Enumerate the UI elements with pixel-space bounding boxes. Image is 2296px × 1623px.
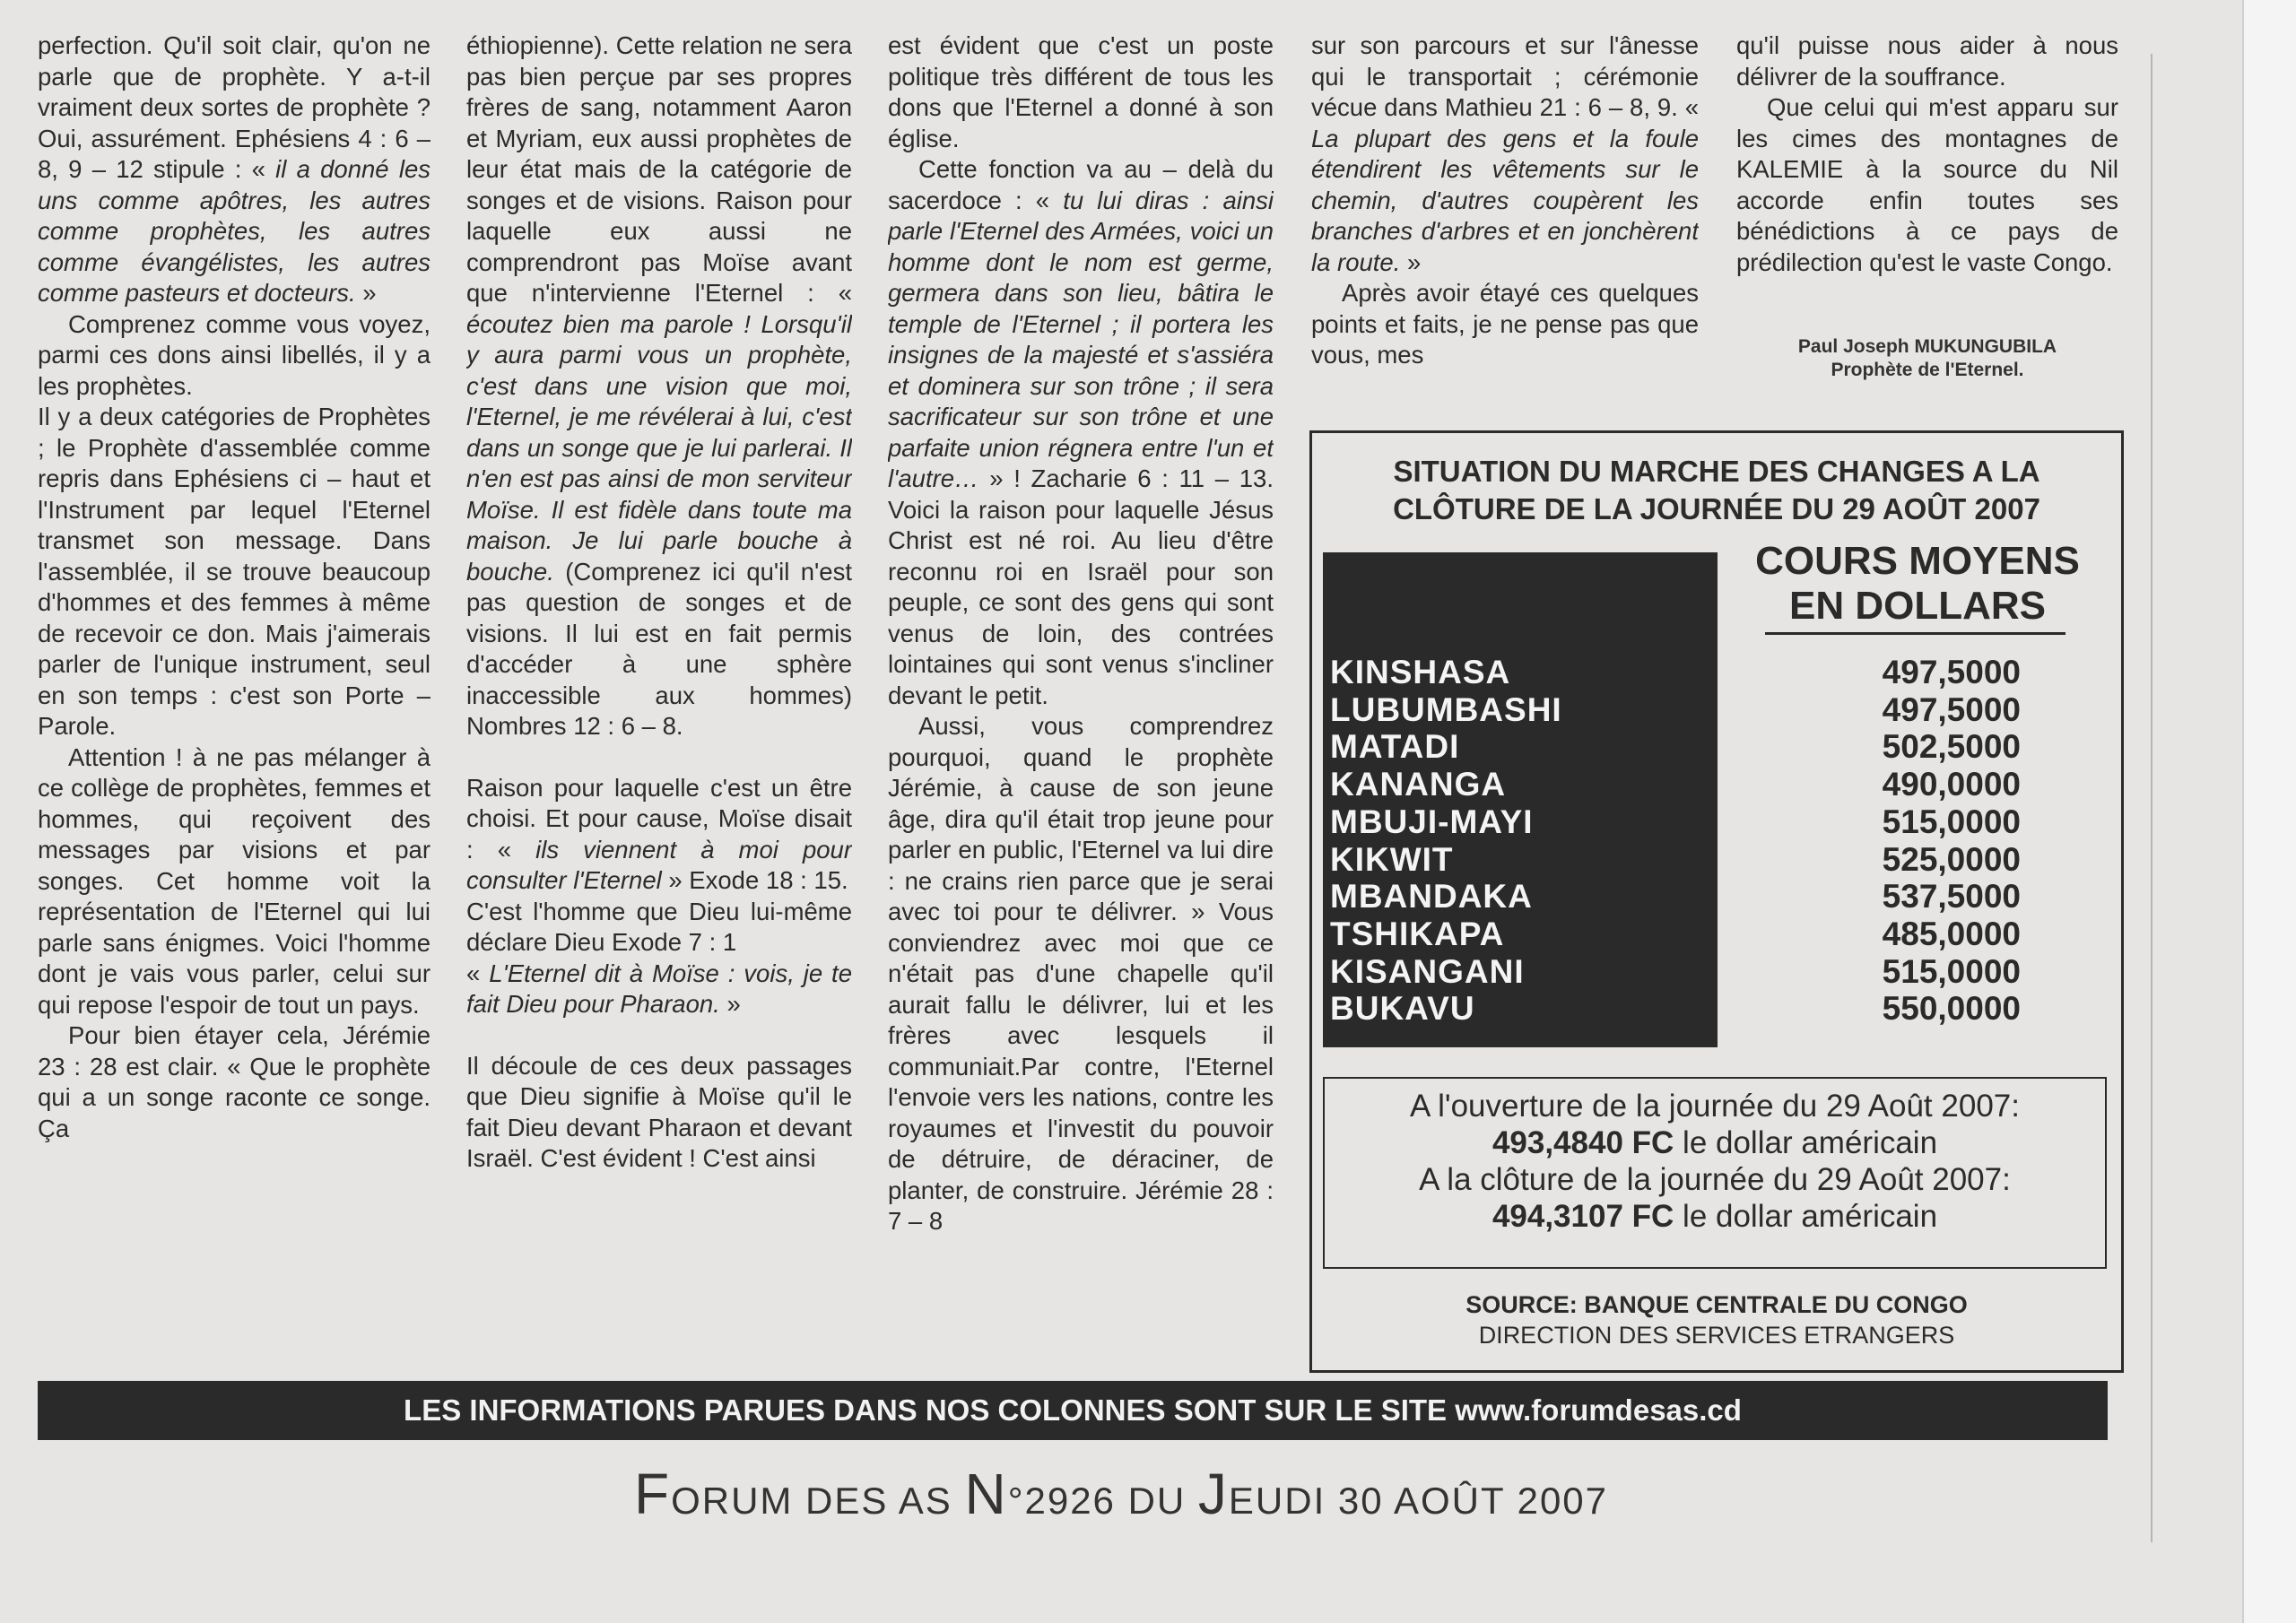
article-column-2: [466, 30, 852, 1376]
city-name: KIKWIT: [1330, 840, 1454, 878]
paragraph: Il découle de ces deux passages que Dieu signifie à Moïse qu'il le fait Dieu devant Pharaon et devant Israël. C'est évident ! C'est ainsi: [466, 1051, 852, 1172]
rate-value: 485,0000: [1882, 915, 2021, 952]
paragraph: Après avoir étayé ces quelques points et faits, je ne pense pas que vous, mes: [1311, 279, 1699, 369]
paragraph: Pour bien étayer cela, Jérémie 23 : 28 est clair. « Que le prophète qui a un songe raconte ce songe. Ça: [38, 1021, 430, 1142]
city-name: KANANGA: [1330, 766, 1507, 803]
rates-header: COURS MOYENS EN DOLLARS: [1755, 539, 2080, 628]
paragraph: Attention ! à ne pas mélanger à ce collège de prophètes, femmes et hommes, qui reçoivent des messages par visions et par songes. Cet homme voit la représentation de l'Eternel qui lui parle sans énigmes. Voici l'homme dont je vais vous parler, celui sur qui repose l'espoir de tout un pays.: [38, 742, 430, 1019]
article-signature: [1736, 335, 2118, 382]
closing-label: A la clôture de la journée du 29 Août 2007:: [1419, 1162, 2011, 1197]
city-name: BUKAVU: [1330, 990, 1475, 1028]
article-column-4: [1311, 30, 1699, 416]
paragraph: qu'il puisse nous aider à nous délivrer de la souffrance.: [1736, 31, 2118, 91]
rate-value: 525,0000: [1882, 840, 2021, 878]
author-title: Prophète de l'Eternel.: [1831, 360, 2024, 380]
exchange-rate-box: [1309, 430, 2124, 1373]
paper-edge: [2242, 0, 2296, 1623]
city-list: [1330, 654, 1716, 1028]
city-name: MATADI: [1330, 728, 1460, 766]
rate-value: 537,5000: [1882, 878, 2021, 916]
paragraph: C'est l'homme que Dieu lui-même déclare Dieu Exode 7 : 1: [466, 897, 852, 956]
city-name: MBUJI-MAYI: [1330, 803, 1534, 840]
city-name: MBANDAKA: [1330, 878, 1533, 916]
paragraph: éthiopienne). Cette relation ne sera pas bien perçue par ses propres frères de sang, notamment Aaron et Myriam, eux aussi prophètes de leur état mais de la catégorie de songes et de visions. Raison pour laquelle eux aussi ne comprendront pas Moïse avant que n'intervienne l'Eternel : « écoutez bien ma parole ! Lorsqu'il y aura parmi vous un prophète, c'est dans une vision que moi, l'Eternel, je me révélerai à lui, c'est dans un songe que je lui parlerai. Il n'en est pas ainsi de mon serviteur Moïse. Il est fidèle dans toute ma maison. Je lui parle bouche à bouche. (Comprenez ici qu'il n'est pas question de songes et de visions. Il lui est en fait permis d'accéder à une sphère inaccessible aux hommes) Nombres 12 : 6 – 8.: [466, 31, 852, 740]
article-column-1: [38, 30, 430, 1376]
paragraph: Aussi, vous comprendrez pourquoi, quand le prophète Jérémie, à cause de son jeune âge, dira qu'il était trop jeune pour parler en public, l'Eternel va lui dire : ne crains rien parce que je serai avec toi pour te délivrer. » Vous conviendrez avec moi que ce n'était pas d'une chapelle qu'il aurait fallu le délivrer, lui et les frères avec lesquels il communiait.Par contre, l'Eternel l'envoie vers les nations, contre les royaumes et l'investit du pouvoir de détruire, de déraciner, de planter, de construire. Jérémie 28 : 7 – 8: [888, 712, 1274, 1235]
paragraph: Comprenez comme vous voyez, parmi ces dons ainsi libellés, il y a les prophètes.: [38, 309, 430, 400]
rate-value: 515,0000: [1882, 803, 2021, 840]
city-name: LUBUMBASHI: [1330, 690, 1562, 728]
city-name: KINSHASA: [1330, 654, 1511, 690]
opening-rate-line: 493,4840 FC le dollar américain: [1492, 1125, 1938, 1160]
rate-value: 497,5000: [1882, 654, 2021, 690]
paragraph: est évident que c'est un poste politique très différent de tous les dons que l'Eternel a donné à son église.: [888, 31, 1274, 152]
paragraph: Raison pour laquelle c'est un être choisi. Et pour cause, Moïse disait : « ils viennent à moi pour consulter l'Eternel » Exode 18 : 15.: [466, 773, 852, 894]
paragraph: perfection. Qu'il soit clair, qu'on ne parle que de prophète. Y a-t-il vraiment deux sortes de prophète ? Oui, assurément. Ephésiens 4 : 6 – 8, 9 – 12 stipule : « il a donné les uns comme apôtres, les autres comme prophètes, les autres comme évangélistes, les autres comme pasteurs et docteurs. »: [38, 31, 430, 307]
opening-label: A l'ouverture de la journée du 29 Août 2007:: [1410, 1089, 2020, 1124]
city-name: TSHIKAPA: [1330, 915, 1505, 952]
city-name: KISANGANI: [1330, 952, 1525, 990]
article-column-3: [888, 30, 1274, 1376]
paragraph: Cette fonction va au – delà du sacerdoce : « tu lui diras : ainsi parle l'Eternel des Armées, voici un homme dont le nom est germe, germera dans son lieu, bâtira le temple de l'Eternel ; il portera les insignes de la majesté et s'assiéra et dominera sur son trône ; il sera sacrificateur sur son trône et une parfaite union régnera entre l'un et l'autre… » ! Zacharie 6 : 11 – 13. Voici la raison pour laquelle Jésus Christ est né roi. Au lieu d'être reconnu roi en Israël pour son peuple, ce sont des gens qui sont venus de loin, des contrées lointaines qui sont venus s'incliner devant le petit.: [888, 155, 1274, 709]
paragraph: Que celui qui m'est apparu sur les cimes des montagnes de KALEMIE à la source du Nil accorde enfin toutes ses bénédictions à ce pays de prédilection qu'est le vaste Congo.: [1736, 93, 2118, 276]
closing-rate-line: 494,3107 FC le dollar américain: [1492, 1199, 1938, 1234]
rate-value: 515,0000: [1882, 952, 2021, 990]
rate-list: [1779, 654, 2021, 1028]
author-name: Paul Joseph MUKUNGUBILA: [1797, 336, 2057, 357]
article-column-5: [1736, 30, 2118, 317]
page-fold-line: [2151, 54, 2152, 1542]
paragraph: sur son parcours et sur l'ânesse qui le transportait ; cérémonie vécue dans Mathieu 21 : 6 – 8, 9. « La plupart des gens et la foule étendirent les vêtements sur le chemin, d'autres coupèrent les branches d'arbres et en jonchèrent la route. »: [1311, 31, 1699, 276]
paragraph: « L'Eternel dit à Moïse : vois, je te fait Dieu pour Pharaon. »: [466, 959, 852, 1018]
rate-value: 550,0000: [1882, 990, 2021, 1028]
rate-value: 497,5000: [1882, 690, 2021, 728]
exchange-box-title: SITUATION DU MARCHE DES CHANGES A LA CLÔTURE DE LA JOURNÉE DU 29 AOÛT 2007: [1393, 455, 2040, 525]
paragraph: Il y a deux catégories de Prophètes ; le Prophète d'assemblée comme repris dans Ephésiens ci – haut et l'Instrument par lequel l'Eternel transmet son message. Dans l'assemblée, il se trouve beaucoup d'hommes et des femmes à même de recevoir ce don. Mais j'aimerais parler de l'unique instrument, seul en son temps : c'est son Porte – Parole.: [38, 403, 430, 740]
opening-closing-frame: [1323, 1077, 2107, 1269]
rate-value: 502,5000: [1882, 728, 2021, 766]
source-note: SOURCE: BANQUE CENTRALE DU CONGO DIRECTION DES SERVICES ETRANGERS: [1465, 1291, 1968, 1349]
header-underline: [1765, 632, 2066, 635]
website-banner: LES INFORMATIONS PARUES DANS NOS COLONNES SONT SUR LE SITE www.forumdesas.cd: [38, 1381, 2108, 1440]
page-footer: FORUM DES AS N°2926 DU JEUDI 30 AOÛT 2007: [633, 1462, 1609, 1526]
rate-value: 490,0000: [1882, 766, 2021, 803]
